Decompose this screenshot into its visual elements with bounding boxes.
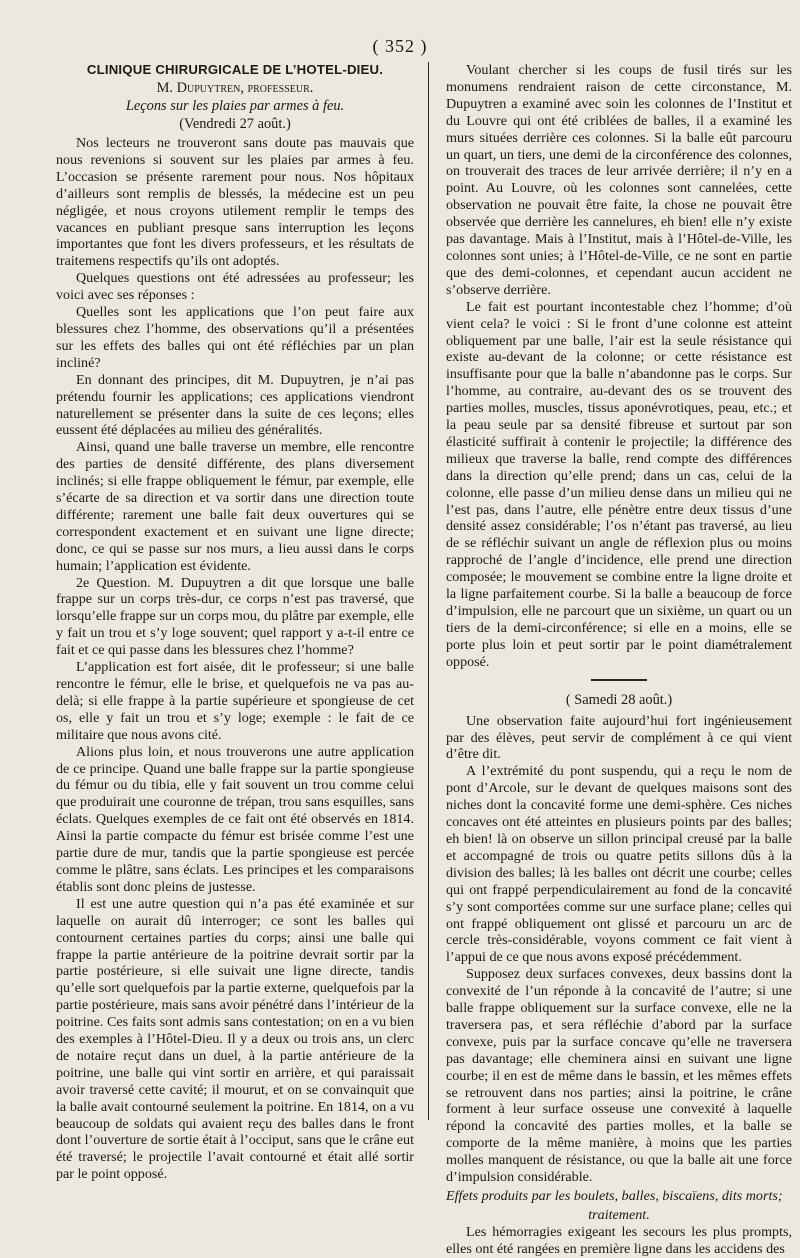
paragraph: Le fait est pourtant incontestable chez l’homme; d’où vient cela? le voici : Si le front d’une colonne est atteint obliquement par une balle, l’air est la seule résistance qui existe au-devant de la colonne; or cette résistance est insuffisante pour que la balle n’abandonne pas le corps. Sur l’homme, au contraire, au-devant des os se trouvent des parties molles, muscles, tissus aponévrotiques, peau, etc.; et la peau seule par sa densité fibreuse et surtout par son élasticité suffirait à contenir le projectile; la différence des milieux que traverse la balle, rend compte des différences dans la direction qu’elle prend; dans un cas, celui de la colonne, elle passe d’un milieu dense dans un milieu qui ne l’est pas, dans l’autre, elle pénètre entre deux tissus d’une densité assez considérable; l’os n’étant pas traversé, au lieu de se réfléchir suivant un angle de réflexion plus ou moins rapproché de l’angle d’incidence, elle prend une direction composée; le mouvement se combine entre la ligne droite et la ligne parfaitement courbe. Si la balle a beaucoup de force d’impulsion, elle ne parcourt que un sixième, un quart ou un tiers de la demi-circonférence; si elle en a moins, elle se porte plus loin et peut sortir par le point diamétralement opposé. — [446, 298, 792, 670]
paragraph: Voulant chercher si les coups de fusil tirés sur les monumens rendraient raison de cette circonstance, M. Dupuytren a examiné avec soin les colonnes de l’Institut et du Louvre qui ont été criblées de balles, il a examiné les murs situées derrière ces colonnes. Si la balle eût parcouru un quart, un tiers, une demi de la circonférence des colonnes, on trouverait des traces de leur arrivée derrière; il n’y en a point. Au Louvre, où les colonnes sont cannelées, cette observation ne pouvait être faite, la chose ne pouvait être observée que derrière les cannelures, eh bien! elle n’y existe pas davantage. Mais à l’Institut, mais à l’Hôtel-de-Ville, les colonnes sont unies; à l’Hôtel-de-Ville, ce ne sont en partie que des demi-colonnes, et cependant aucun accident ne s’observe derrière. — [446, 62, 792, 298]
paragraph: Nos lecteurs ne trouveront sans doute pas mauvais que nous revenions si souvent sur les plaies par armes à feu. L’occasion se présente rarement pour nous. Nos hôpitaux d’ailleurs sont remplis de blessés, la médecine est un peu négligée, et nous croyons utilement remplir le temps des vacances en publiant presque sans interruption les leçons importantes que font les divers professeurs, et les résultats de traitemens respectifs qu’ils ont adoptés. — [56, 135, 414, 270]
section-subheading: traitement. — [588, 1206, 650, 1223]
paragraph: Il est une autre question qui n’a pas été examinée et sur laquelle on aurait dû interroger; ce sont les balles qui contournent certaines parties du corps; ainsi une balle qui frappe la partie antérieure de la poitrine devrait sortir par la partie postérieure, si elle suivait une ligne directe, tandis qu’elle sort quelquefois par la partie externe, quelquefois par la partie postérieure, mais sans avoir pénétré dans l’intérieur de la poitrine. Ces faits sont admis sans contestation; on en a vu bien des exemples à l’Hôtel-Dieu. Il y a deux ou trois ans, un clerc de notaire reçut dans un duel, à la partie antérieure de la poitrine, une balle qui vint sortir en arrière, et qui paraissait avoir traversé cette cavité; il mourut, et on se convainquit que la balle avait contourné seulement la poitrine. En 1814, on a vu beaucoup de soldats qui avaient reçu des balles dans le front dont l’ouverture de sortie était à l’occiput, sans que le crâne eut été traversé; le projectile l’avait contourné et était allé sortir par le point opposé. — [56, 895, 414, 1183]
paragraph: En donnant des principes, dit M. Dupuytren, je n’ai pas prétendu fournir les applications; ces applications viendront naturellement se présenter dans la suite de ces leçons; elles eussent été déplacées au milieu des généralités. — [56, 371, 414, 439]
paragraph: L’application est fort aisée, dit le professeur; si une balle rencontre le fémur, elle le brise, et quelquefois ne va pas au-delà; si elle frappe à la partie supérieure et spongieuse de cet os, elle y fait un trou et s’y loge; exemple : le fait de ce militaire que nous avons cité. — [56, 659, 414, 743]
paragraph: A l’extrémité du pont suspendu, qui a reçu le nom de pont d’Arcole, sur le devant de quelques maisons sont des niches dont la concavité forme une demi-sphère. Ces niches concaves ont été atteintes en plusieurs points par des balles; eh bien! là on observe un sillon principal creusé par la balle et accompagné de trois ou quatre petits sillons dûs à la division des balles; là les balles ont décrit une courbe; celles qui ont frappé perpendiculairement au fond de la concavité s’y sont comportées comme sur une surface plane; celles qui ont frappé obliquement ont glissé et parcouru un arc de cercle très-considérable, voyons comment ce fait vient à l’appui de ce que nous avons exposé précédemment. — [446, 763, 792, 966]
right-column — [446, 62, 792, 1258]
date-line: ( Samedi 28 août.) — [565, 691, 673, 708]
paragraph: 2e Question. M. Dupuytren a dit que lorsque une balle frappe sur un corps très-dur, ce corps n’est pas traversé, que lorsqu’elle frappe sur un corps mou, du plâtre par exemple, elle y fait un trou et s’y loge souvent; quel rapport y a-t-il entre ce fait et ce qui passe dans les blessures chez l’homme? — [56, 574, 414, 659]
separator-rule — [591, 679, 647, 681]
paragraph: Les hémorragies exigeant les secours les plus prompts, elles ont été rangées en première ligne dans les accidens des — [446, 1223, 792, 1257]
paragraph: Alions plus loin, et nous trouverons une autre application de ce principe. Quand une balle frappe sur la partie spongieuse du fémur ou du tibia, elle y fait souvent un trou comme celui que produirait une couronne de trépan, trou sans esquilles, sans éclats. Quelques exemples de ce fait ont été observés en 1814. Ainsi la partie compacte du fémur est brisée comme l’est une partie dure de mur, tandis que la partie spongieuse est percée comme le plâtre, sans éclats. Les principes et les comparaisons établis sont donc pleins de justesse. — [56, 743, 414, 895]
lecture-subtitle: Leçons sur les plaies par armes à feu. — [125, 98, 345, 114]
page-number: ( 352 ) — [372, 36, 428, 56]
author-line: M. Dupuytren, professeur. — [156, 80, 314, 96]
paragraph: Une observation faite aujourd’hui fort ingénieusement par des élèves, peut servir de complément à ce qui vient d’être dit. — [446, 712, 792, 763]
paragraph: Quelles sont les applications que l’on peut faire aux blessures chez l’homme, des observations qu’il a présentées sur les effets des balles qui ont été réfléchies par un plan incliné? — [56, 304, 414, 371]
section-heading: Effets produits par les boulets, balles, biscaïens, dits morts; — [446, 1188, 783, 1204]
section-title: CLINIQUE CHIRURGICALE DE L’HOTEL-DIEU. — [86, 62, 384, 77]
left-column — [56, 62, 414, 1183]
paragraph: Supposez deux surfaces convexes, deux bassins dont la convexité de l’un réponde à la concavité de l’autre; si une balle frappe obliquement sur la surface convexe, elle ne la traversera pas, et sera réfléchie d’abord par la surface convexe, puis par la surface concave qu’elle ne traversera pas davantage; elle cheminera ainsi en suivant une ligne courbe; il en est de même dans le bassin, et les mêmes effets se retrouvent dans nos parties; ainsi la poitrine, le crâne forment à leur surface osseuse une convexité à laquelle répond la concavité des parties molles, et la balle se comporte de la même manière, à moins que les parties molles manquent de résistance, ou que la balle ait une force d’impulsion considérable. — [446, 966, 792, 1186]
paragraph: Quelques questions ont été adressées au professeur; les voici avec ses réponses : — [56, 270, 414, 304]
paragraph: Ainsi, quand une balle traverse un membre, elle rencontre des parties de densité différente, des plans diversement inclinés; si elle frappe obliquement le fémur, par exemple, elle s’écarte de sa direction et va sortir dans une direction toute différente; rarement une balle fait deux ouvertures qui se correspondent exactement et en suivant une ligne directe; donc, ce qui se passe sur nos murs, a lieu aussi dans le corps humain; l’application est évidente. — [56, 439, 414, 574]
date-line: (Vendredi 27 août.) — [179, 116, 291, 132]
column-divider — [428, 62, 429, 1120]
